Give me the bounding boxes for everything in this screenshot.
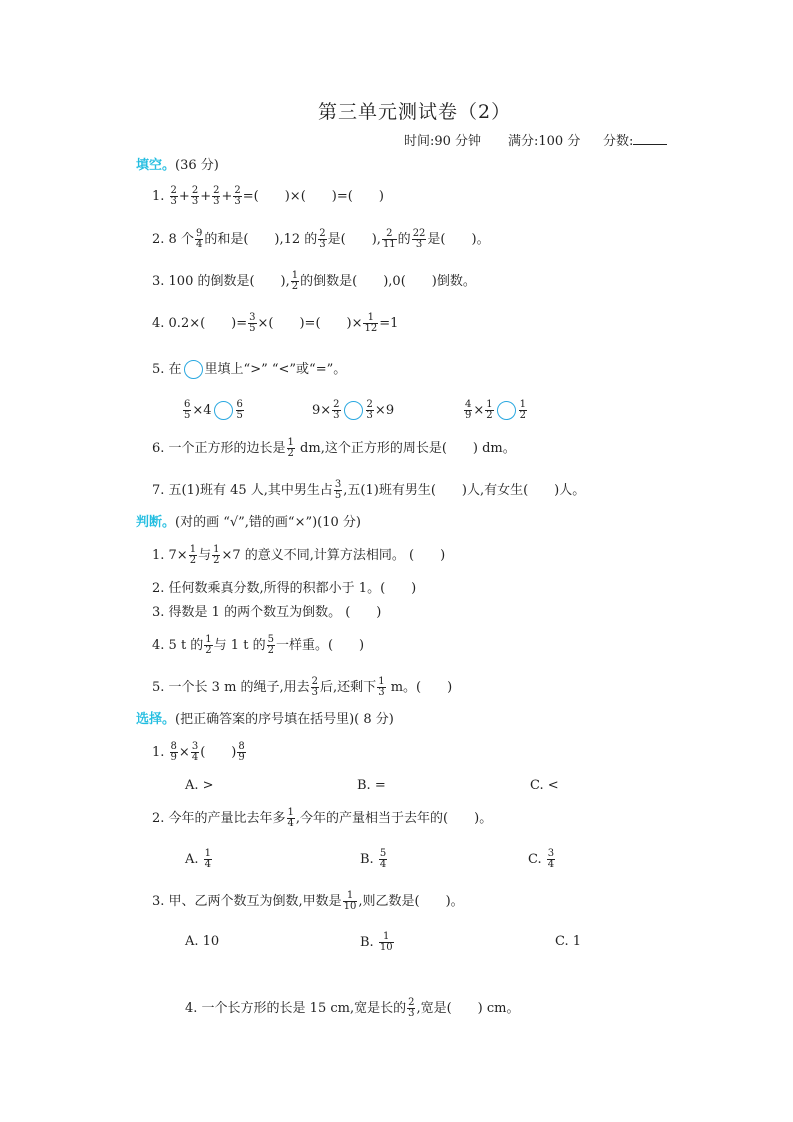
fraction: $\frac{2}{3}$ xyxy=(311,676,319,698)
choice-q2-option-b[interactable]: B. $\frac{5}{4}$ xyxy=(360,848,387,870)
choice-q3-option-c[interactable]: C. 1 xyxy=(555,934,582,949)
fraction: $\frac{6}{5}$ xyxy=(184,399,191,421)
fraction: $\frac{22}{3}$ xyxy=(412,228,426,250)
compare-circle-icon xyxy=(184,360,203,379)
judge-q1: 1. 7× $\frac{1}{2}$ 与 $\frac{1}{2}$ ×7 的意义不同,计算方法相同。 ( ) xyxy=(152,544,446,566)
fraction: $\frac{3}{4}$ xyxy=(191,741,199,763)
fraction: $\frac{9}{4}$ xyxy=(195,228,203,250)
choice-q1-option-a[interactable]: A. > xyxy=(185,778,214,793)
score-label: 分数: xyxy=(603,134,634,149)
answer-circle[interactable] xyxy=(344,401,363,420)
fraction: $\frac{2}{3}$ xyxy=(213,185,220,207)
fraction: $\frac{3}{5}$ xyxy=(334,479,342,501)
fraction: $\frac{8}{9}$ xyxy=(170,741,177,763)
fill-q5-a: $\frac{6}{5}$ ×4 $\frac{6}{5}$ xyxy=(184,399,243,421)
full-score: 满分:100 分 xyxy=(508,134,581,149)
page-title: 第三单元测试卷（2） xyxy=(318,101,512,123)
fill-section-note: (36 分) xyxy=(175,158,219,173)
fill-q6: 6. 一个正方形的边长是 $\frac{1}{2}$ dm,这个正方形的周长是( ) dm。 xyxy=(152,437,516,459)
fraction: $\frac{2}{11}$ xyxy=(382,228,396,250)
choice-section-title: 选择。 xyxy=(136,712,176,727)
fraction: $\frac{4}{9}$ xyxy=(465,399,472,421)
score-field[interactable] xyxy=(603,132,667,152)
fraction: $\frac{1}{10}$ xyxy=(379,931,393,953)
fraction: $\frac{1}{4}$ xyxy=(204,848,212,870)
fraction: $\frac{5}{4}$ xyxy=(379,848,387,870)
fraction: $\frac{2}{3}$ xyxy=(333,399,340,421)
fraction: $\frac{1}{10}$ xyxy=(343,890,357,912)
judge-section-note: (对的画 “√”,错的画“×”)(10 分) xyxy=(175,515,362,530)
fraction: $\frac{1}{2}$ xyxy=(189,544,197,566)
q-num: 1. xyxy=(152,189,165,204)
fill-q1: 1. $\frac{2}{3}$ + $\frac{2}{3}$ + $\frac{2}{3}$ + $\frac{2}{3}$ =( )×( )=( ) xyxy=(152,185,384,207)
answer-circle[interactable] xyxy=(497,401,516,420)
fraction: $\frac{8}{9}$ xyxy=(238,741,245,763)
choice-q3-option-b[interactable]: B. $\frac{1}{10}$ xyxy=(360,931,393,953)
fraction: $\frac{2}{3}$ xyxy=(170,185,177,207)
choice-q3: 3. 甲、乙两个数互为倒数,甲数是 $\frac{1}{10}$ ,则乙数是( )。 xyxy=(152,890,464,912)
fraction: $\frac{1}{3}$ xyxy=(378,676,385,698)
choice-q2-option-a[interactable]: A. $\frac{1}{4}$ xyxy=(185,848,212,870)
fraction: $\frac{1}{2}$ xyxy=(291,270,299,292)
fraction: $\frac{1}{2}$ xyxy=(519,399,527,421)
fraction: $\frac{3}{5}$ xyxy=(249,312,256,334)
choice-q4: 4. 一个长方形的长是 15 cm,宽是长的 $\frac{2}{3}$ ,宽是( ) cm。 xyxy=(185,997,520,1019)
judge-section-heading xyxy=(136,513,361,533)
fill-q5-c: $\frac{4}{9}$ × $\frac{1}{2}$ $\frac{1}{2}$ xyxy=(465,399,527,421)
exam-time: 时间:90 分钟 xyxy=(404,134,482,149)
fraction: $\frac{1}{4}$ xyxy=(287,807,294,829)
fill-section-heading xyxy=(136,156,219,176)
fraction: $\frac{5}{2}$ xyxy=(267,634,274,656)
fill-q3: 3. 100 的倒数是( ), $\frac{1}{2}$ 的倒数是( ),0( )倒数。 xyxy=(152,270,476,292)
fill-q5: 5. 在 里填上“>” “<”或“=”。 xyxy=(152,362,347,377)
fill-q7: 7. 五(1)班有 45 人,其中男生占 $\frac{3}{5}$ ,五(1)班有男生( )人,有女生( )人。 xyxy=(152,479,586,501)
choice-q1: 1. $\frac{8}{9}$ × $\frac{3}{4}$ ( ) $\frac{8}{9}$ xyxy=(152,741,245,763)
fill-q4: 4. 0.2×( )= $\frac{3}{5}$ ×( )=( )× $\frac{1}{12}$ =1 xyxy=(152,312,399,334)
fill-section-title: 填空。 xyxy=(136,158,176,173)
fraction: $\frac{6}{5}$ xyxy=(236,399,243,421)
fraction: $\frac{2}{3}$ xyxy=(191,185,199,207)
answer-circle[interactable] xyxy=(214,401,233,420)
fraction: $\frac{2}{3}$ xyxy=(319,228,326,250)
judge-q4: 4. 5 t 的 $\frac{1}{2}$ 与 1 t 的 $\frac{5}{2}$ 一样重。( ) xyxy=(152,634,365,656)
fraction: $\frac{1}{2}$ xyxy=(205,634,212,656)
choice-q2-option-c[interactable]: C. $\frac{3}{4}$ xyxy=(528,848,555,870)
choice-q2: 2. 今年的产量比去年多 $\frac{1}{4}$ ,今年的产量相当于去年的( )。 xyxy=(152,807,493,829)
fill-q2: 2. 8 个 $\frac{9}{4}$ 的和是( ),12 的 $\frac{2}{3}$ 是( ), $\frac{2}{11}$ 的 $\frac{22}{3}$ 是( )。 xyxy=(152,228,490,250)
fill-q5-b: 9× $\frac{2}{3}$ $\frac{2}{3}$ ×9 xyxy=(312,399,395,421)
choice-section-heading xyxy=(136,710,394,730)
judge-q5: 5. 一个长 3 m 的绳子,用去 $\frac{2}{3}$ 后,还剩下 $\frac{1}{3}$ m。( ) xyxy=(152,676,453,698)
judge-q2: 2. 任何数乘真分数,所得的积都小于 1。( ) xyxy=(152,581,417,596)
score-blank[interactable] xyxy=(633,132,667,145)
fraction: $\frac{1}{12}$ xyxy=(364,312,378,334)
choice-q3-option-a[interactable]: A. 10 xyxy=(185,934,220,949)
fraction: $\frac{1}{2}$ xyxy=(486,399,493,421)
fraction: $\frac{3}{4}$ xyxy=(547,848,555,870)
choice-section-note: (把正确答案的序号填在括号里)( 8 分) xyxy=(175,712,394,727)
fraction: $\frac{1}{2}$ xyxy=(287,437,294,459)
choice-q1-option-c[interactable]: C. < xyxy=(530,778,559,793)
judge-q3: 3. 得数是 1 的两个数互为倒数。 ( ) xyxy=(152,605,382,620)
choice-q1-option-b[interactable]: B. = xyxy=(357,778,386,793)
fraction: $\frac{2}{3}$ xyxy=(366,399,373,421)
judge-section-title: 判断。 xyxy=(136,515,176,530)
fraction: $\frac{1}{2}$ xyxy=(213,544,220,566)
fraction: $\frac{2}{3}$ xyxy=(408,997,415,1019)
fraction: $\frac{2}{3}$ xyxy=(234,185,241,207)
